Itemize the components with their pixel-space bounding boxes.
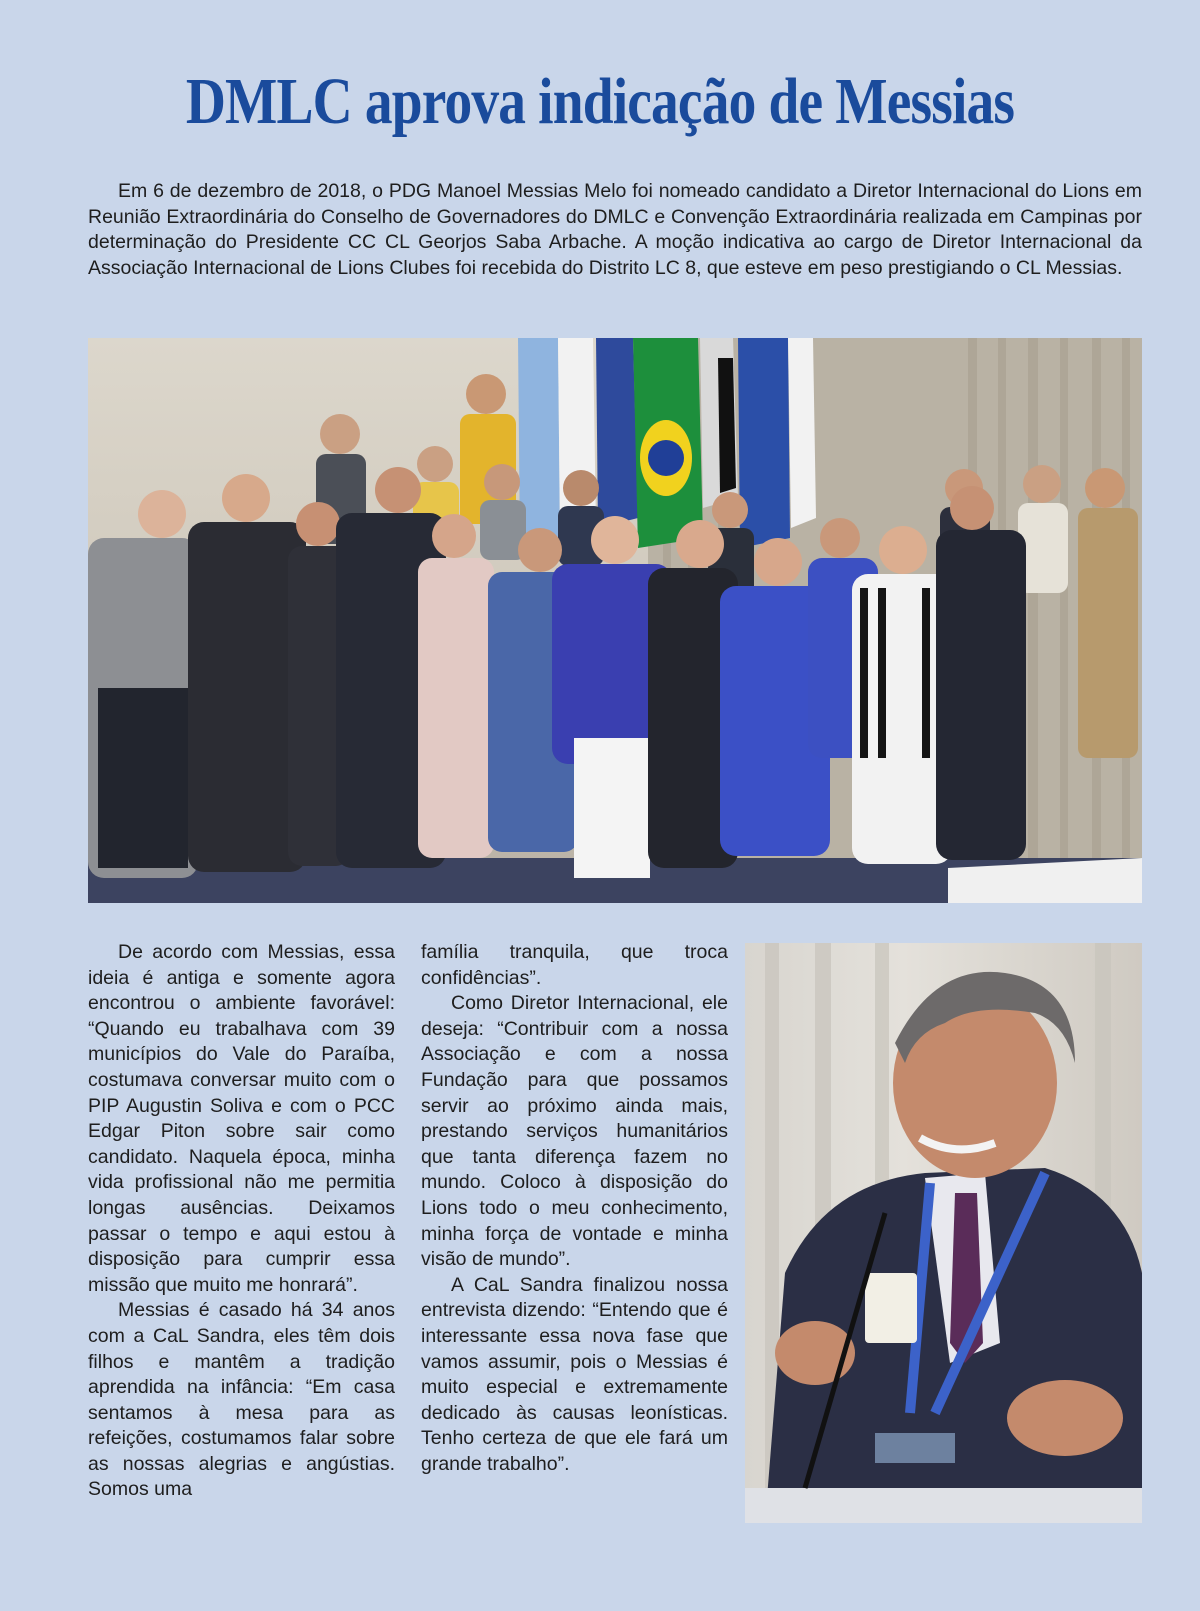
article-title: DMLC aprova indicação de Messias	[185, 65, 1015, 138]
column-2-paragraph: A CaL Sandra finalizou nossa entrevista dizendo: “Entendo que é interessante essa nova fase que vamos assumir, pois o Messias é muito especial e extremamente dedicado às causas leonísticas. Tenho certeza de que ele fará um grande trabalho”.	[421, 1273, 728, 1475]
portrait-photo	[745, 943, 1142, 1523]
column-2-paragraph: Como Diretor Internacional, ele deseja: “Contribuir com a nossa Associação e com a nossa Fundação para que possamos servir ao próximo ainda mais, prestando serviços humanitários que tanta diferença fazem no mundo. Coloco à disposição do Lions todo o meu conhecimento, minha força de vontade e minha visão de mundo”.	[421, 992, 728, 1271]
intro-paragraph: Em 6 de dezembro de 2018, o PDG Manoel Messias Melo foi nomeado candidato a Diretor Internacional do Lions em Reunião Extraordinária do Conselho de Governadores do DMLC e Convenção Extraordinária realizada em Campinas por determinação do Presidente CC CL Georjos Saba Arbache. A moção indicativa ao cargo de Diretor Internacional da Associação Internacional de Lions Clubes foi recebida do Distrito LC 8, que esteve em peso prestigiando o CL Messias.	[88, 180, 1142, 279]
column-1-paragraph: De acordo com Messias, essa ideia é antiga e somente agora encontrou o ambiente favorável: “Quando eu trabalhava com 39 municípios do Vale do Paraíba, costumava conversar muito com o PIP Augustin Soliva e com o PCC Edgar Piton sobre sair como candidato. Naquela época, minha vida profissional não me permitia longas ausências. Deixamos passar o tempo e aqui estou à disposição para cumprir essa missão que muito me honrará”.	[88, 941, 395, 1296]
column-1-paragraph: Messias é casado há 34 anos com a CaL Sandra, eles têm dois filhos e mantêm a tradição aprendida na infância: “Em casa sentamos à mesa para as refeições, costumamos falar sobre as nossas alegrias e angústias. Somos uma	[88, 1299, 395, 1501]
group-photo	[88, 338, 1142, 903]
article-column-1	[88, 940, 395, 1503]
column-2-paragraph: família tranquila, que troca confidências”.	[421, 941, 728, 989]
article-column-2	[421, 940, 728, 1477]
